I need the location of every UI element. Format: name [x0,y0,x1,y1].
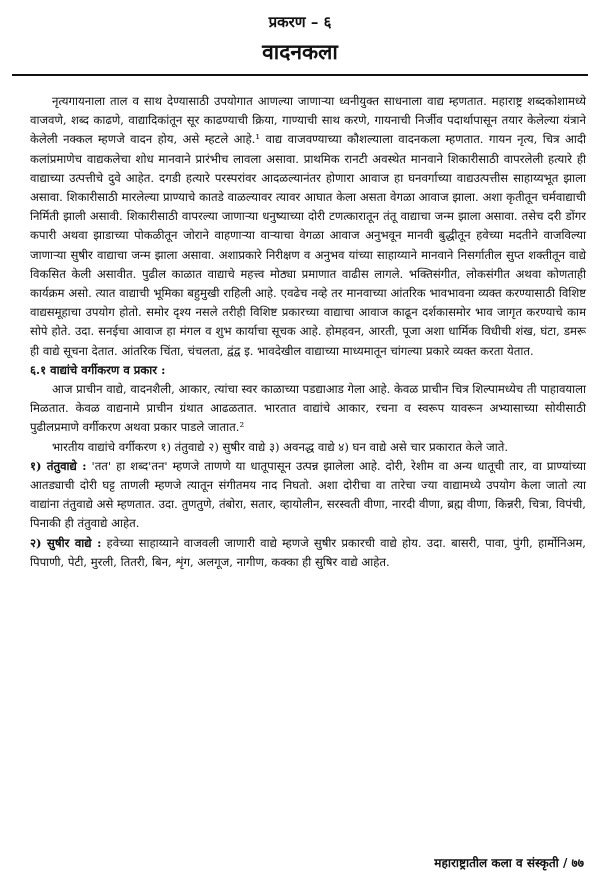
title-divider [12,74,588,76]
sushir-term: २) सुषीर वाद्ये : [30,535,102,550]
intro-paragraph: नृत्यगायनाला ताल व साथ देण्यासाठी उपयोगात आणल्या जाणाऱ्या ध्वनीयुक्त साधनाला वाद्य म्हणतात. महाराष्ट्र शब्दकोशामध्ये वाजवणे, शब्द काढणे, वाद्यादिकांतून सूर काढण्याची क्रिया, गाण्याची साथ करणे, गायनाची निर्जीव पदार्थापासून तयार केलेल्या यंत्राने केलेली नक्कल म्हणजे वादन होय, असे म्हटले आहे.¹ वाद्य वाजवण्याच्या कौशल्याला वादनकला म्हणतात. गायन नृत्य, चित्र आदी कलांप्रमाणेच वाद्यकलेचा शोध मानवाने प्रारंभीच लावला असावा. प्राथमिक रानटी अवस्थेत मानवाने शिकारीसाठी वापरलेली हत्यारे ही वाद्याच्या उत्पत्तीचे दुवे आहेत. दगडी हत्यारे परस्परांवर आदळल्यानंतर होणारा आवाज हा घनवर्गाच्या वाद्यउत्पत्तीस साहाय्यभूत झाला असावा. शिकारीसाठी मारलेल्या प्राण्याचे कातडे वाळल्यावर त्यावर आघात केला असता वेगळा आवाज झाला. अशा कृतीतून चर्मवाद्याची निर्मिती झाली असावी. शिकारीसाठी वापरल्या जाणाऱ्या धनुष्याच्या दोरी टणत्कारातून तंतू वाद्याचा जन्म झाला असावा. तसेच दरी डोंगर कपारी अथवा झाडाच्या पोकळीतून जोराने वाहणाऱ्या वाऱ्याचा वेगळा आवाज अनुभवून मानवी बुद्धीतून हवेच्या मदतीने वाजविल्या जाणाऱ्या सुषीर वाद्याचा जन्म झाला असावा. अशाप्रकारे निरीक्षण व अनुभव यांच्या साहाय्याने मानवाने निसर्गातील सुप्त शक्तीतून वाद्ये विकसित केली असावीत. पुढील काळात वाद्याचे महत्त्व मोठ्या प्रमाणात वाढीस लागले. भक्तिसंगीत, लोकसंगीत अथवा कोणताही कार्यक्रम असो. त्यात वाद्याची भूमिका बहुमुखी राहिली आहे. एवढेच नव्हे तर मानवाच्या आंतरिक भावभावना व्यक्त करण्यासाठी विशिष्ट वाद्यसमूहाचा उपयोग होतो. समोर दृश्य नसले तरीही विशिष्ट प्रकारच्या वाद्याचा आवाज काढून दर्शकासमोर भाव जागृत करण्याचे काम सोपे होते. उदा. सनईचा आवाज हा मंगल व शुभ कार्याचा सूचक आहे. होमहवन, आरती, पूजा अशा धार्मिक विधीची शंख, घंटा, डमरू ही वाद्ये सूचना देतात. आंतरिक चिंता, चंचलता, द्वंद्व इ. भावदेखील वाद्याच्या माध्यमातून चांगल्या प्रकारे व्यक्त करता येतात. [30,94,586,358]
body-text [30,92,586,572]
page-footer: महाराष्ट्रातील कला व संस्कृती / ७७ [434,856,584,870]
tantu-term: १) तंतुवाद्ये : [30,458,87,473]
sushir-paragraph [30,534,586,572]
classification-paragraph-1: आज प्राचीन वाद्ये, वादनशैली, आकार, त्यांचा स्वर काळाच्या पडद्याआड गेला आहे. केवळ प्राचीन चित्र शिल्पामध्येच ती पाहावयाला मिळतात. केवळ वाद्यनामे प्राचीन ग्रंथात आढळतात. भारतात वाद्यांचे आकार, रचना व स्वरूप यावरून अभ्यासाच्या सोयीसाठी पुढीलप्रमाणे वर्गीकरण अथवा प्रकार पाडले जातात.² [30,382,586,435]
sushir-text: हवेच्या साहाय्याने वाजवली जाणारी वाद्ये म्हणजे सुषीर प्रकारची वाद्ये होय. उदा. बासरी, पावा, पुंगी, हार्मोनिअम, पिपाणी, पेटी, मुरली, तितरी, बिन, शृंग, अलगूज, नागीण, कक्का ही सुषिर वाद्ये आहेत. [30,535,586,569]
classification-paragraph-2: भारतीय वाद्यांचे वर्गीकरण १) तंतुवाद्ये २) सुषीर वाद्ये ३) अवनद्ध वाद्ये ४) घन वाद्ये असे चार प्रकारात केले जाते. [52,439,509,454]
chapter-label: प्रकरण – ६ [268,13,332,31]
section-heading: ६.१ वाद्यांचे वर्गीकरण व प्रकार : [30,362,166,377]
tantu-paragraph [30,457,586,534]
chapter-title: वादनकला [262,39,338,64]
tantu-text: 'तत' हा शब्द'तन' म्हणजे ताणणे या धातूपासून उत्पन्न झालेला आहे. दोरी, रेशीम वा अन्य धातूची तार, वा प्राण्यांच्या आतड्याची दोरी घट्ट ताणली म्हणजे त्यातून संगीतमय नाद निघतो. अशा दोरीचा वा तारेचा ज्या वाद्यामध्ये उपयोग केला जातो त्या वाद्यांना तंतुवाद्ये असे म्हणतात. उदा. तुणतुणे, तंबोरा, सतार, व्हायोलीन, सरस्वती वीणा, नारदी वीणा, ब्रह्म वीणा, किन्नरी, चित्रा, विपंची, पिनाकी ही तंतुवाद्ये आहेत. [30,458,586,531]
